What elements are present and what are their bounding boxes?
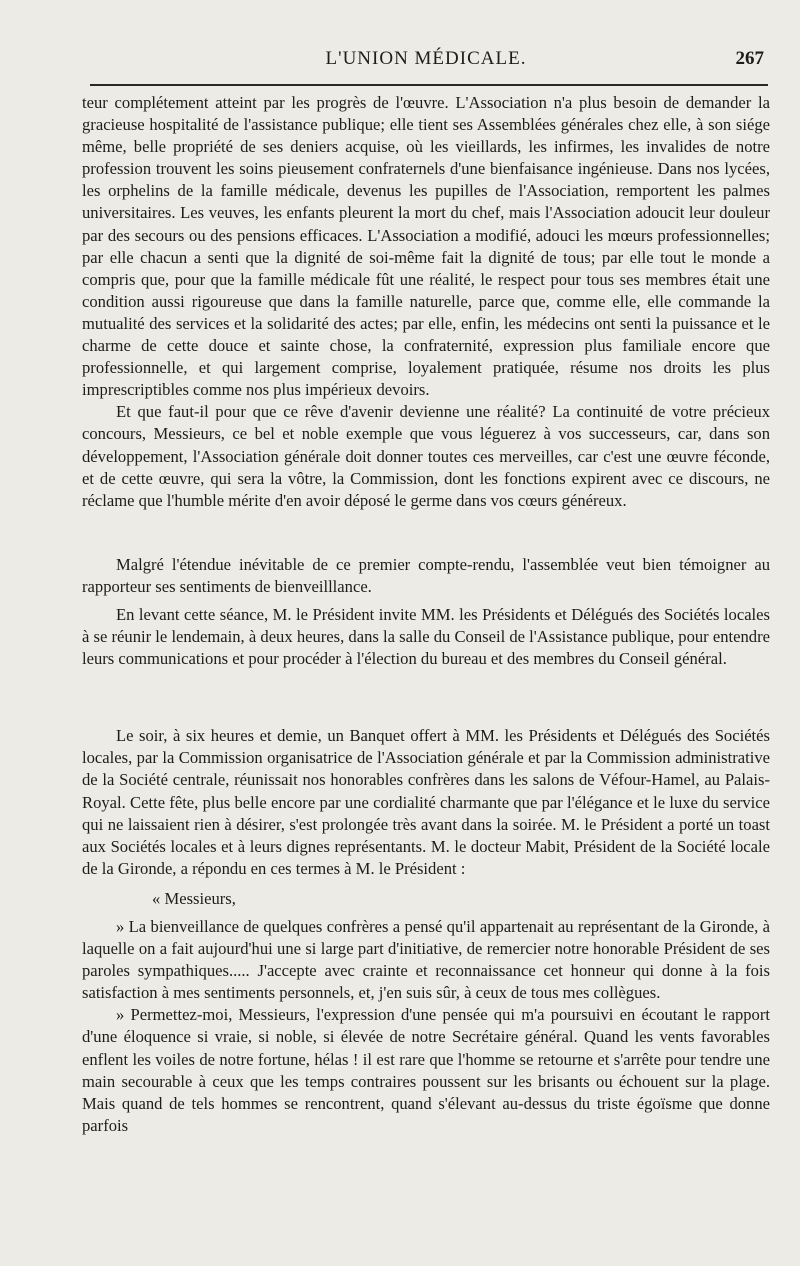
running-head [82, 48, 770, 76]
paragraph-assembly-thanks: Malgré l'étendue inévitable de ce premier compte-rendu, l'assemblée veut bien témoigner au rapporteur ses sentiments de bienveilllance. [82, 554, 770, 596]
speech-paragraph-2: » Permettez-moi, Messieurs, l'expression d'une pensée qui m'a poursuivi en écoutant le rapport d'une éloquence si vraie, si noble, si élevée de notre Secrétaire général. Quand les vents favorables enflent les voiles de notre fortune, hélas ! il est rare que l'homme se retourne et s'arrête pour tendre une main secourable à ceux que les temps contraires poussent sur les brisants ou échouent sur la plage. Mais quand de tels hommes se rencontrent, quand s'élevant au-dessus du triste égoïsme que donne parfois [82, 1005, 770, 1135]
header-rule [90, 84, 768, 86]
paragraph-session-close: En levant cette séance, M. le Président invite MM. les Présidents et Délégués des Sociétés locales à se réunir le lendemain, à deux heures, dans la salle du Conseil de l'Assistance publique, pour entendre leurs communications et pour procéder à l'élection du bureau et des membres du Conseil général. [82, 604, 770, 669]
paragraph-banquet: Le soir, à six heures et demie, un Banquet offert à MM. les Présidents et Délégués des Sociétés locales, par la Commission organisatrice de l'Association générale et par la Commission administrative de la Société centrale, réunissait nos honorables confrères dans les salons de Véfour-Hamel, au Palais-Royal. Cette fête, plus belle encore par une cordialité charmante que par l'élégance et le luxe du service qui ne laissaient rien à désirer, s'est prolongée très avant dans la soirée. M. le Président a porté un toast aux Sociétés locales et à leurs dignes représentants. M. le docteur Mabit, Président de la Société locale de la Gironde, a répondu en ces termes à M. le Président : [82, 726, 770, 878]
speech-salutation: « Messieurs, [152, 888, 236, 908]
paragraph-continuity: Et que faut-il pour que ce rêve d'avenir devienne une réalité? La continuité de votre précieux concours, Messieurs, ce bel et noble exemple que vous léguerez à vos successeurs, car, dans son développement, l'Association générale doit donner toutes ces merveilles, car c'est une œuvre féconde, et de cette œuvre, qui sera la vôtre, la Commission, dont les fonctions expirent avec ce discours, ne réclame que l'humble mérite d'en avoir déposé le germe dans vos cœurs généreux. [82, 402, 770, 510]
article-body [82, 92, 770, 1137]
paragraph-association-progress: teur complétement atteint par les progrès de l'œuvre. L'Association n'a plus besoin de demander la gracieuse hospitalité de l'assistance publique; elle tient ses Assemblées générales chez elle, à son siége même, belle propriété de ses deniers acquise, où les vieillards, les infirmes, les invalides de notre profession trouvent les soins pieusement confraternels d'une bienfaisance ingénieuse. Dans nos lycées, les orphelins de la famille médicale, devenus les pupilles de l'Association, remportent les palmes universitaires. Les veuves, les enfants pleurent la mort du chef, mais l'Association adoucit leur douleur par des secours ou des pensions efficaces. L'Association a modifié, adouci les mœurs professionnelles; par elle chacun a senti que la dignité de soi-même fait la dignité de tous; par elle tout le monde a compris que, pour que la famille médicale fût une réalité, le respect pour tous ses membres était une condition aussi rigoureuse que dans la famille naturelle, parce que, comme elle, elle commande la mutualité des services et la solidarité des actes; par elle, enfin, les médecins ont senti la puissance et le charme de cette douce et sainte chose, la confraternité, expression plus familiale encore que professionnelle, et qui largement comprise, loyalement pratiquée, résume nos droits les plus imprescriptibles comme nos plus impérieux devoirs. [82, 93, 770, 400]
page-number: 267 [735, 48, 764, 69]
journal-title: L'UNION MÉDICALE. [325, 48, 527, 69]
speech-paragraph-1: » La bienveillance de quelques confrères a pensé qu'il appartenait au représentant de la Gironde, à laquelle on a fait aujourd'hui une si large part d'initiative, de remercier notre honorable Président de ses paroles sympathiques..... J'accepte avec crainte et reconnaissance cet honneur qui donne à la fois satisfaction à mes sentiments personnels, et, j'en suis sûr, à ceux de tous mes collègues. [82, 917, 770, 1003]
